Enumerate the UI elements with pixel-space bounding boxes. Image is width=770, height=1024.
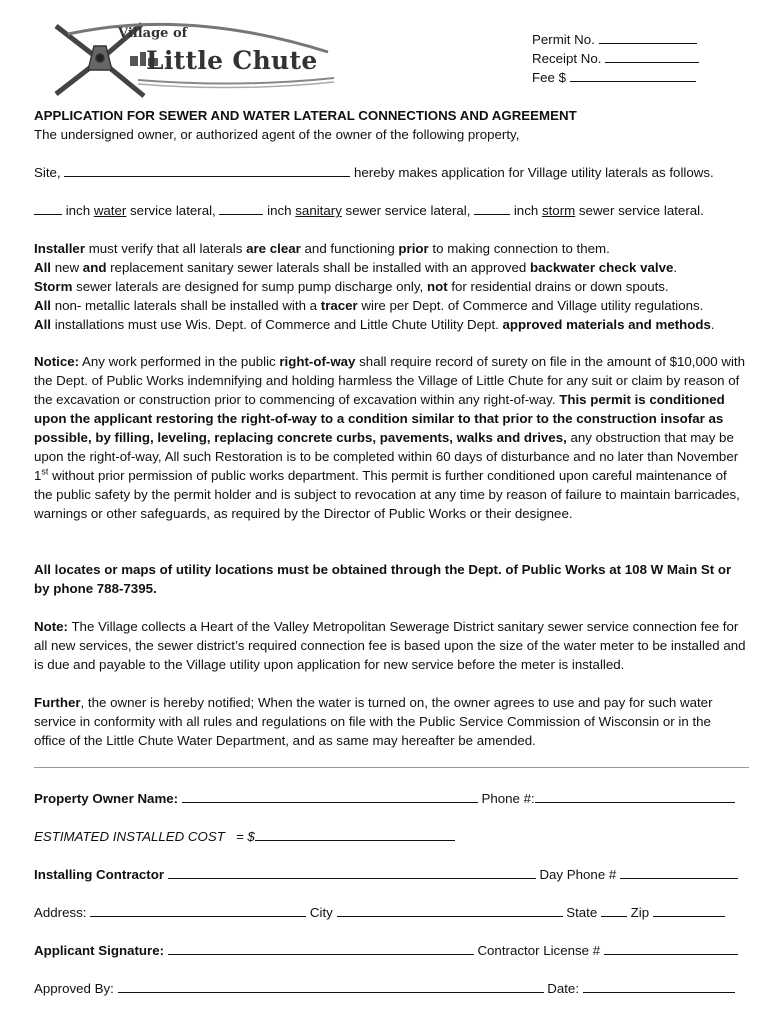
installation-rules [34, 239, 746, 334]
site-rest: hereby makes application for Village utility laterals as follows. [354, 165, 714, 180]
water-label: water [93, 203, 127, 218]
state-field[interactable] [601, 903, 627, 917]
logo-name: Little Chute [146, 46, 318, 75]
day-phone-label: Day Phone # [539, 867, 617, 882]
rule-materials: All installations must use Wis. Dept. of Commerce and Little Chute Utility Dept. approved materials and methods. [34, 317, 715, 332]
cost-field[interactable] [255, 827, 455, 841]
sanitary-rest: sewer service lateral, [345, 203, 471, 218]
phone-field[interactable] [535, 789, 735, 803]
approved-label: Approved By: [34, 981, 114, 996]
city-label: City [309, 905, 333, 920]
date-field[interactable] [583, 979, 735, 993]
address-field[interactable] [90, 903, 306, 917]
locates-paragraph: All locates or maps of utility locations must be obtained through the Dept. of Public Works at 108 W Main St or by phone 788-7395. [34, 562, 732, 596]
signature-field[interactable] [168, 941, 474, 955]
inch-label: inch [513, 203, 539, 218]
notice-paragraph: Notice: Any work performed in the public right-of-way shall require record of surety on file in the amount of $10,000 with the Dept. of Public Works indemnifying and holding harmless the Village of Little Chute for any suit or claim by reason of the excavation or construction prior to commencing of excavation within any right-of-way. This permit is conditioned upon the applicant restoring the right-of-way to a condition similar to that prior to the construction insofar as possible, by filling, leveling, replacing concrete curbs, pavements, walks and drives, any obstruction that may be upon the right-of-way, All such Restoration is to be completed within 60 days of disturbance and no later than November 1st without prior permission of public works department. This permit is further conditioned upon careful maintenance of the public safety by the permit holder and is subject to revocation at any time by reason of failure to maintain barricades, warnings or other safeguards, as required by the Director of Public Works or their designee. [34, 354, 745, 521]
permit-no-label: Permit No. [532, 32, 595, 47]
water-rest: service lateral, [130, 203, 216, 218]
cost-label: ESTIMATED INSTALLED COST [34, 829, 225, 844]
inch-label: inch [267, 203, 292, 218]
city-field[interactable] [337, 903, 563, 917]
water-size-field[interactable] [34, 201, 62, 215]
further-paragraph: Further, the owner is hereby notified; When the water is turned on, the owner agrees to use and pay for such water service in conformity with all rules and regulations on file with the Public Service Commission of Wisconsin or in the office of the Little Chute Water Department, and as same may hereafter be amended. [34, 695, 713, 748]
intro-text: The undersigned owner, or authorized agent of the owner of the following property, [34, 127, 520, 142]
storm-label: storm [541, 203, 576, 218]
signature-label: Applicant Signature: [34, 943, 165, 958]
storm-size-field[interactable] [474, 201, 510, 215]
license-label: Contractor License # [477, 943, 601, 958]
fee-field[interactable] [570, 68, 696, 82]
contractor-label: Installing Contractor [34, 867, 165, 882]
rule-tracer: All non- metallic laterals shall be installed with a tracer wire per Dept. of Commerce and Village utility regulations. [34, 298, 704, 313]
approved-field[interactable] [118, 979, 544, 993]
storm-rest: sewer service lateral. [578, 203, 704, 218]
site-label: Site, [34, 165, 61, 180]
receipt-no-label: Receipt No. [532, 51, 602, 66]
inch-label: inch [65, 203, 91, 218]
form-heading: APPLICATION FOR SEWER AND WATER LATERAL CONNECTIONS AND AGREEMENT [34, 108, 577, 123]
laterals-row [34, 201, 704, 220]
cost-row [34, 827, 455, 846]
address-row [34, 903, 725, 922]
fee-label: Fee $ [532, 70, 567, 85]
owner-name-field[interactable] [182, 789, 478, 803]
phone-label: Phone #: [481, 791, 535, 806]
contractor-row [34, 865, 738, 884]
sanitary-label: sanitary [295, 203, 342, 218]
divider [34, 767, 749, 768]
permit-box [532, 30, 699, 87]
note-paragraph: Note: The Village collects a Heart of the Valley Metropolitan Sewerage District sanitary sewer service connection fee for all new services, the sewer district’s required connection fee is based upon the size of the water meter to be installed and is due and payable to the Village utility upon application for new service before the meter is installed. [34, 619, 746, 672]
rule-installer: Installer must verify that all laterals are clear and functioning prior to making connection to them. [34, 241, 610, 256]
address-label: Address: [34, 905, 87, 920]
site-row [34, 163, 714, 182]
receipt-no-field[interactable] [605, 49, 699, 63]
rule-storm: Storm sewer laterals are designed for sump pump discharge only, not for residential drains or down spouts. [34, 279, 669, 294]
contractor-field[interactable] [168, 865, 536, 879]
site-field[interactable] [64, 163, 350, 177]
approved-row [34, 979, 735, 998]
rule-backwater: All new and replacement sanitary sewer laterals shall be installed with an approved backwater check valve. [34, 260, 678, 275]
sanitary-size-field[interactable] [219, 201, 263, 215]
zip-field[interactable] [653, 903, 725, 917]
owner-label: Property Owner Name: [34, 791, 179, 806]
day-phone-field[interactable] [620, 865, 738, 879]
owner-row [34, 789, 735, 808]
license-field[interactable] [604, 941, 738, 955]
signature-row [34, 941, 738, 960]
logo-village-of: Village of [118, 26, 188, 41]
state-label: State [566, 905, 598, 920]
zip-label: Zip [630, 905, 650, 920]
cost-eq: = $ [235, 829, 255, 844]
date-label: Date: [547, 981, 580, 996]
permit-no-field[interactable] [599, 30, 697, 44]
